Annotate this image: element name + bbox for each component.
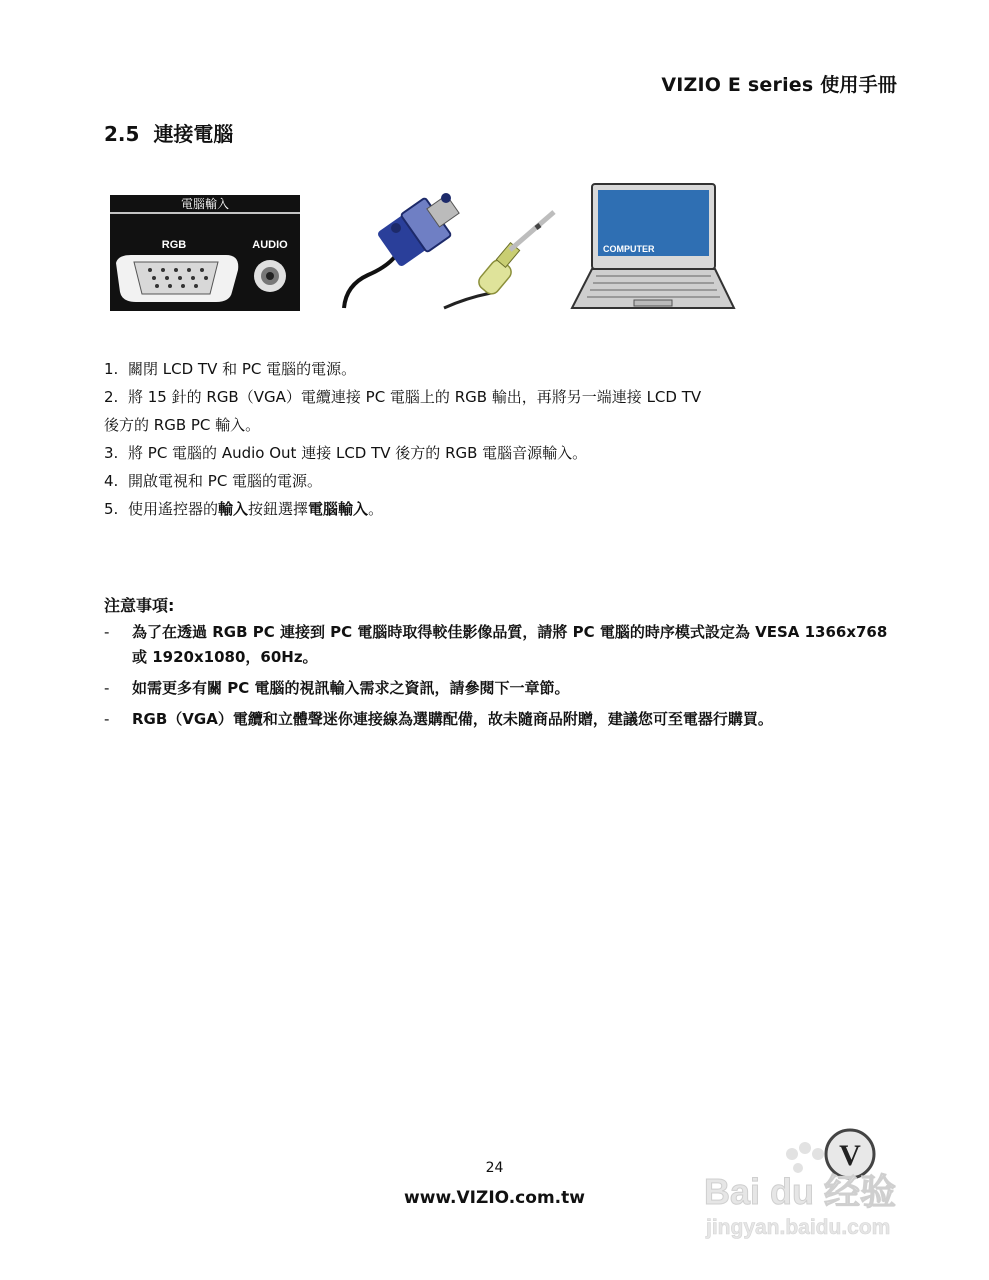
tv-input-panel [110,195,300,311]
note-text: 如需更多有關 PC 電腦的視訊輸入需求之資訊，請參閱下一章節。 [132,679,570,697]
note-text: 為了在透過 RGB PC 連接到 PC 電腦時取得較佳影像品質，請將 PC 電腦的時序模式設定為 VESA 1366x768 或 1920x1080，60Hz。 [132,623,888,666]
step-text: 將 PC 電腦的 Audio Out 連接 LCD TV 後方的 RGB 電腦音源輸入。 [128,444,588,462]
step-number: 3. [104,444,119,462]
note-item [104,707,900,732]
step-text-part: 。 [368,500,384,518]
section-heading [104,118,233,147]
connection-diagram [106,180,746,325]
paw-icon [786,1142,824,1173]
step-number: 2. [104,388,119,406]
step-number: 5. [104,500,119,518]
laptop-icon [572,184,734,308]
vga-cable-icon [344,193,459,308]
instruction-steps [104,355,884,523]
notes-list [104,620,900,738]
step-text [128,495,884,523]
note-item [104,676,900,701]
panel-title: 電腦輸入 [180,197,230,211]
audio-cable-icon [444,212,554,308]
section-number: 2.5 [104,122,140,146]
vizio-logo-letter: V [839,1139,861,1172]
notes-heading: 注意事項: [104,596,175,615]
note-bullet: - [104,623,110,641]
step-text: 關閉 LCD TV 和 PC 電腦的電源。 [128,360,357,378]
step-item [104,467,884,495]
note-item [104,620,900,670]
note-bullet: - [104,679,110,697]
step-item [104,439,884,467]
step-text: 將 15 針的 RGB（VGA）電纜連接 PC 電腦上的 RGB 輸出，再將另一端連接 LCD TV [128,388,702,406]
note-bullet: - [104,710,110,728]
step-text-part: 按鈕選擇 [248,500,309,518]
step-text-part: 使用遙控器的 [128,500,219,518]
watermark-url: jingyan.baidu.com [706,1216,891,1239]
baidu-watermark [700,1120,940,1245]
input-button-name: 輸入 [218,500,249,518]
footer-url: www.VIZIO.com.tw [404,1188,585,1208]
port-label-rgb: RGB [161,239,187,251]
port-label-audio: AUDIO [252,239,288,251]
laptop-screen-label: COMPUTER [603,244,655,254]
section-title: 連接電腦 [153,122,234,146]
page-number: 24 [485,1160,504,1176]
step-item [104,355,884,383]
note-text: RGB（VGA）電纜和立體聲迷你連接線為選購配備，故未隨商品附贈，建議您可至電器行購買。 [132,710,773,728]
step-text: 開啟電視和 PC 電腦的電源。 [128,472,323,490]
step-number: 1. [104,360,119,378]
step-continuation: 後方的 RGB PC 輸入。 [104,416,261,434]
document-header-title: VIZIO E series 使用手冊 [661,74,897,96]
step-number: 4. [104,472,119,490]
step-item [104,383,884,411]
pc-input-name: 電腦輸入 [308,500,369,518]
step-item [104,495,884,523]
watermark-brand: Bai du 经验 [704,1171,897,1212]
